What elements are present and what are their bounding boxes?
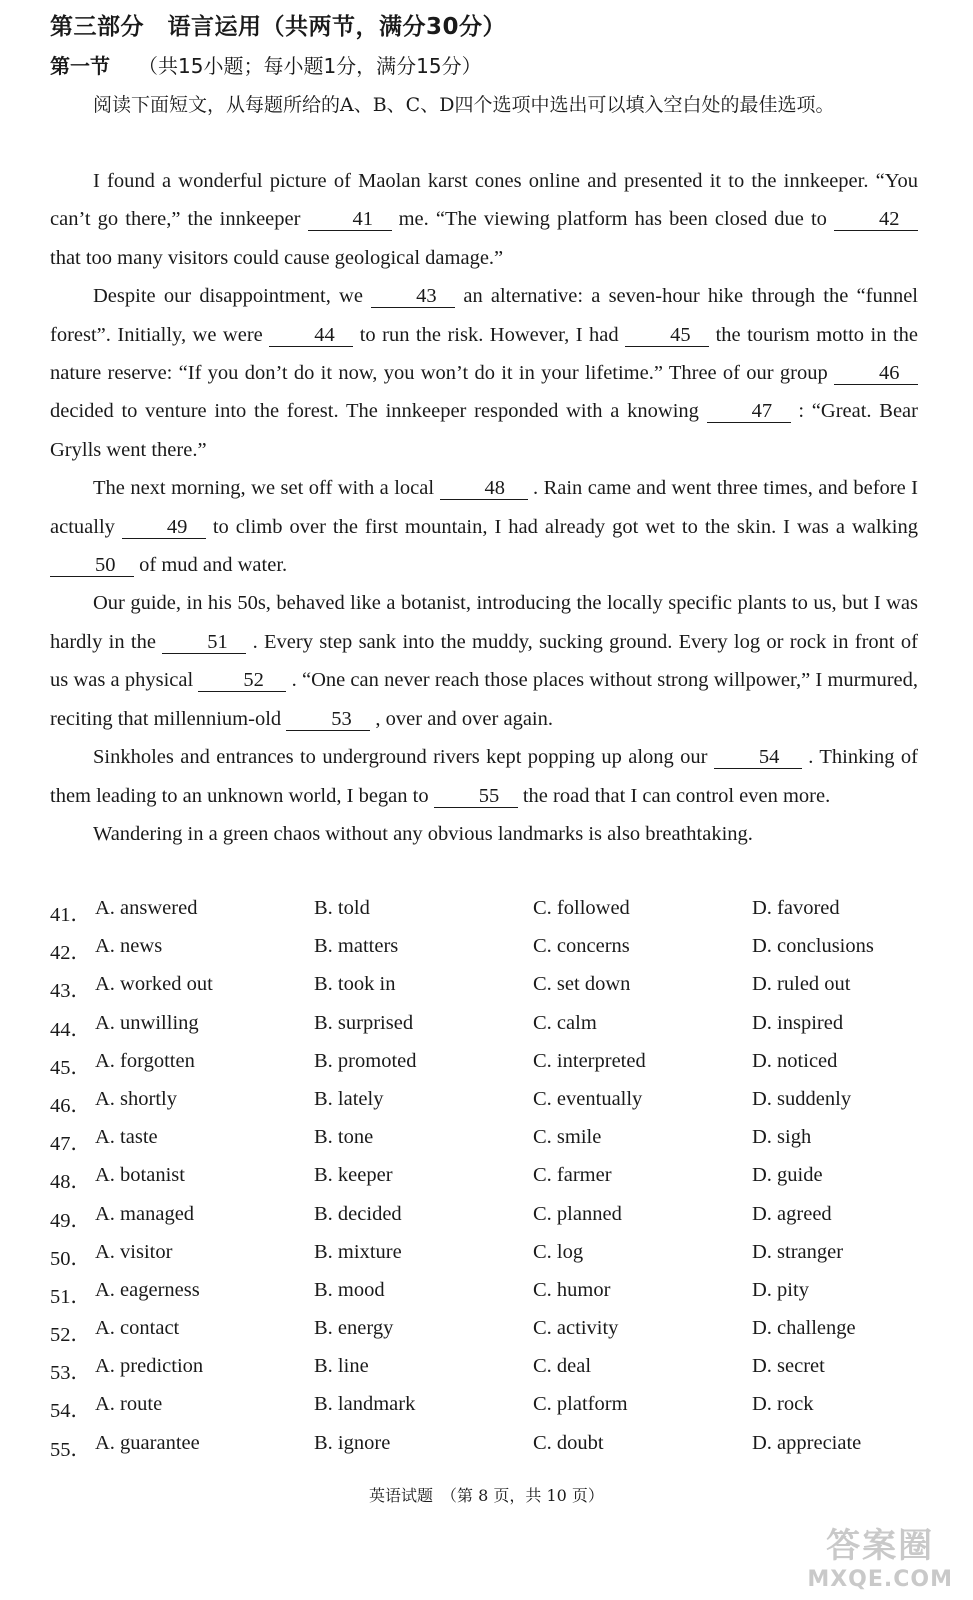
blank-54: 54 (714, 746, 802, 769)
option-d: D. suddenly (752, 1087, 852, 1110)
option-b: B. matters (314, 935, 399, 958)
option-b: B. surprised (314, 1011, 414, 1034)
option-b: B. decided (314, 1202, 402, 1225)
question-row (50, 1347, 950, 1385)
option-d: D. secret (752, 1355, 825, 1378)
blank-42: 42 (834, 208, 918, 231)
option-b: B. lately (314, 1087, 384, 1110)
question-number: 47． (50, 1133, 91, 1156)
option-b: B. ignore (314, 1431, 391, 1454)
question-row (50, 1233, 950, 1271)
passage-text: the tourism motto in the nature reserve: “If you don’t do it now, you won’t do it in your lifetime.” Three of our group (50, 323, 918, 385)
option-c: C. deal (533, 1355, 592, 1378)
passage-text: to run the risk. However, I had (353, 323, 626, 346)
passage (50, 162, 918, 853)
question-number: 52． (50, 1324, 91, 1347)
option-a: A. botanist (95, 1164, 185, 1187)
watermark-cn: 答案圈 (826, 1526, 935, 1566)
question-row (50, 1156, 950, 1194)
option-d: D. noticed (752, 1049, 838, 1072)
passage-text: to climb over the first mountain, I had already got wet to the skin. I was a walking (205, 515, 918, 538)
option-c: C. log (533, 1240, 584, 1263)
blank-44: 44 (269, 324, 353, 347)
question-number: 46． (50, 1094, 91, 1117)
question-number: 43． (50, 980, 91, 1003)
option-a: A. eagerness (95, 1278, 200, 1301)
option-c: C. smile (533, 1126, 602, 1149)
question-row (50, 1042, 950, 1080)
option-c: C. set down (533, 973, 631, 996)
passage-text: Despite our disappointment, we (93, 285, 372, 308)
passage-text: the road that I can control even more. (517, 784, 831, 807)
part-title: 第三部分 语言运用（共两节，满分30分） (50, 14, 507, 40)
passage-text: . “One can never reach those places without strong willpower,” I murmured, reciting that millennium-old (50, 669, 918, 730)
section-heading (50, 50, 482, 79)
option-d: D. challenge (752, 1317, 856, 1340)
question-row (50, 1004, 950, 1042)
option-c: C. calm (533, 1011, 597, 1034)
watermark-logo (807, 1518, 953, 1592)
option-d: D. favored (752, 897, 840, 919)
passage-text: . Thinking of them leading to an unknown world, I began to (50, 746, 918, 807)
blank-47: 47 (707, 400, 791, 423)
blank-41: 41 (308, 208, 392, 231)
question-number: 51． (50, 1285, 91, 1308)
passage-text: Our guide, in his 50s, behaved like a botanist, introducing the locally specific plants to us, but I was hardly in the (50, 592, 918, 653)
option-b: B. mixture (314, 1240, 402, 1263)
passage-text: Wandering in a green chaos without any obvious landmarks is also breathtaking. (93, 822, 753, 845)
option-c: C. platform (533, 1393, 628, 1416)
passage-text: The next morning, we set off with a local (93, 477, 440, 500)
option-c: C. planned (533, 1202, 622, 1225)
option-b: B. told (314, 897, 370, 919)
option-d: D. pity (752, 1278, 809, 1301)
option-c: C. eventually (533, 1087, 643, 1110)
option-a: A. shortly (95, 1087, 177, 1110)
question-row (50, 1271, 950, 1309)
option-a: A. unwilling (95, 1011, 199, 1034)
question-row (50, 965, 950, 1003)
option-b: B. line (314, 1355, 369, 1378)
instruction-text: 阅读下面短文，从每题所给的A、B、C、D四个选项中选出可以填入空白处的最佳选项。 (93, 94, 835, 116)
option-a: A. contact (95, 1317, 180, 1340)
question-row (50, 927, 950, 965)
passage-text: Sinkholes and entrances to underground rivers kept popping up along our (93, 746, 714, 769)
instruction (50, 86, 918, 124)
question-number: 54． (50, 1400, 91, 1423)
question-row (50, 1309, 950, 1347)
blank-45: 45 (625, 324, 709, 347)
option-a: A. prediction (95, 1355, 204, 1378)
question-number: 44． (50, 1018, 91, 1041)
passage-paragraph (50, 469, 918, 584)
option-d: D. guide (752, 1164, 823, 1187)
option-d: D. ruled out (752, 973, 851, 996)
option-a: A. guarantee (95, 1431, 200, 1454)
passage-text: . Every step sank into the muddy, sucking ground. Every log or rock in front of us was a physical (50, 630, 918, 692)
option-b: B. tone (314, 1126, 374, 1149)
section-label: 第一节 (50, 54, 110, 78)
option-a: A. taste (95, 1126, 158, 1149)
option-d: D. inspired (752, 1011, 844, 1034)
blank-51: 51 (162, 631, 246, 654)
option-b: B. mood (314, 1278, 385, 1301)
option-c: C. concerns (533, 935, 630, 958)
question-number: 45． (50, 1056, 91, 1079)
answer-options (50, 889, 950, 1462)
blank-50: 50 (50, 554, 134, 577)
option-a: A. answered (95, 897, 198, 919)
option-c: C. farmer (533, 1164, 612, 1187)
blank-48: 48 (440, 477, 528, 500)
watermark-en: MXQE.COM (807, 1567, 953, 1592)
option-a: A. worked out (95, 973, 213, 996)
option-c: C. doubt (533, 1431, 604, 1454)
blank-53: 53 (286, 708, 370, 731)
passage-text: of mud and water. (134, 554, 288, 577)
passage-text: decided to venture into the forest. The innkeeper responded with a knowing (50, 400, 707, 423)
option-c: C. followed (533, 897, 630, 919)
question-number: 42． (50, 942, 91, 965)
option-d: D. sigh (752, 1126, 812, 1149)
option-d: D. appreciate (752, 1431, 862, 1454)
option-c: C. interpreted (533, 1049, 646, 1072)
section-info: （共15小题；每小题1分，满分15分） (138, 54, 482, 78)
option-a: A. managed (95, 1202, 195, 1225)
option-b: B. keeper (314, 1164, 393, 1187)
question-number: 53． (50, 1362, 91, 1385)
option-a: A. news (95, 935, 163, 958)
question-row (50, 1385, 950, 1423)
option-a: A. route (95, 1393, 163, 1416)
option-d: D. rock (752, 1393, 814, 1416)
option-d: D. conclusions (752, 935, 874, 958)
passage-paragraph (50, 815, 918, 853)
question-row (50, 1424, 950, 1462)
passage-text: : “Great. Bear Grylls went there.” (50, 400, 918, 461)
option-a: A. forgotten (95, 1049, 195, 1072)
option-c: C. activity (533, 1317, 619, 1340)
passage-text: an alternative: a seven-hour hike through the “funnel forest”. Initially, we were (50, 285, 918, 346)
question-number: 48． (50, 1171, 91, 1194)
passage-text: me. “The viewing platform has been closed due to (391, 208, 834, 231)
passage-text: that too many visitors could cause geological damage.” (50, 246, 504, 269)
question-number: 50． (50, 1247, 91, 1270)
question-row (50, 1195, 950, 1233)
question-number: 55． (50, 1438, 91, 1461)
blank-49: 49 (122, 516, 206, 539)
passage-text: . Rain came and went three times, and before I actually (50, 477, 918, 538)
passage-paragraph (50, 277, 918, 469)
page-footer: 英语试题 （第 8 页，共 10 页） (369, 1486, 604, 1505)
option-b: B. promoted (314, 1049, 417, 1072)
option-a: A. visitor (95, 1240, 173, 1263)
question-row (50, 1118, 950, 1156)
passage-text: I found a wonderful picture of Maolan karst cones online and presented it to the innkeeper. “You can’t go there,” the innkeeper (50, 170, 918, 231)
question-number: 49． (50, 1209, 91, 1232)
option-d: D. stranger (752, 1240, 844, 1263)
question-number: 41． (50, 904, 91, 926)
option-b: B. landmark (314, 1393, 416, 1416)
question-row (50, 889, 950, 927)
blank-46: 46 (834, 362, 918, 385)
option-c: C. humor (533, 1278, 611, 1301)
question-row (50, 1080, 950, 1118)
blank-52: 52 (198, 669, 286, 692)
passage-text: , over and over again. (370, 707, 553, 730)
passage-paragraph (50, 162, 918, 277)
option-d: D. agreed (752, 1202, 832, 1225)
passage-paragraph (50, 584, 918, 738)
blank-43: 43 (371, 285, 455, 308)
blank-55: 55 (434, 785, 518, 808)
passage-paragraph (50, 738, 918, 815)
option-b: B. took in (314, 973, 396, 996)
option-b: B. energy (314, 1317, 394, 1340)
